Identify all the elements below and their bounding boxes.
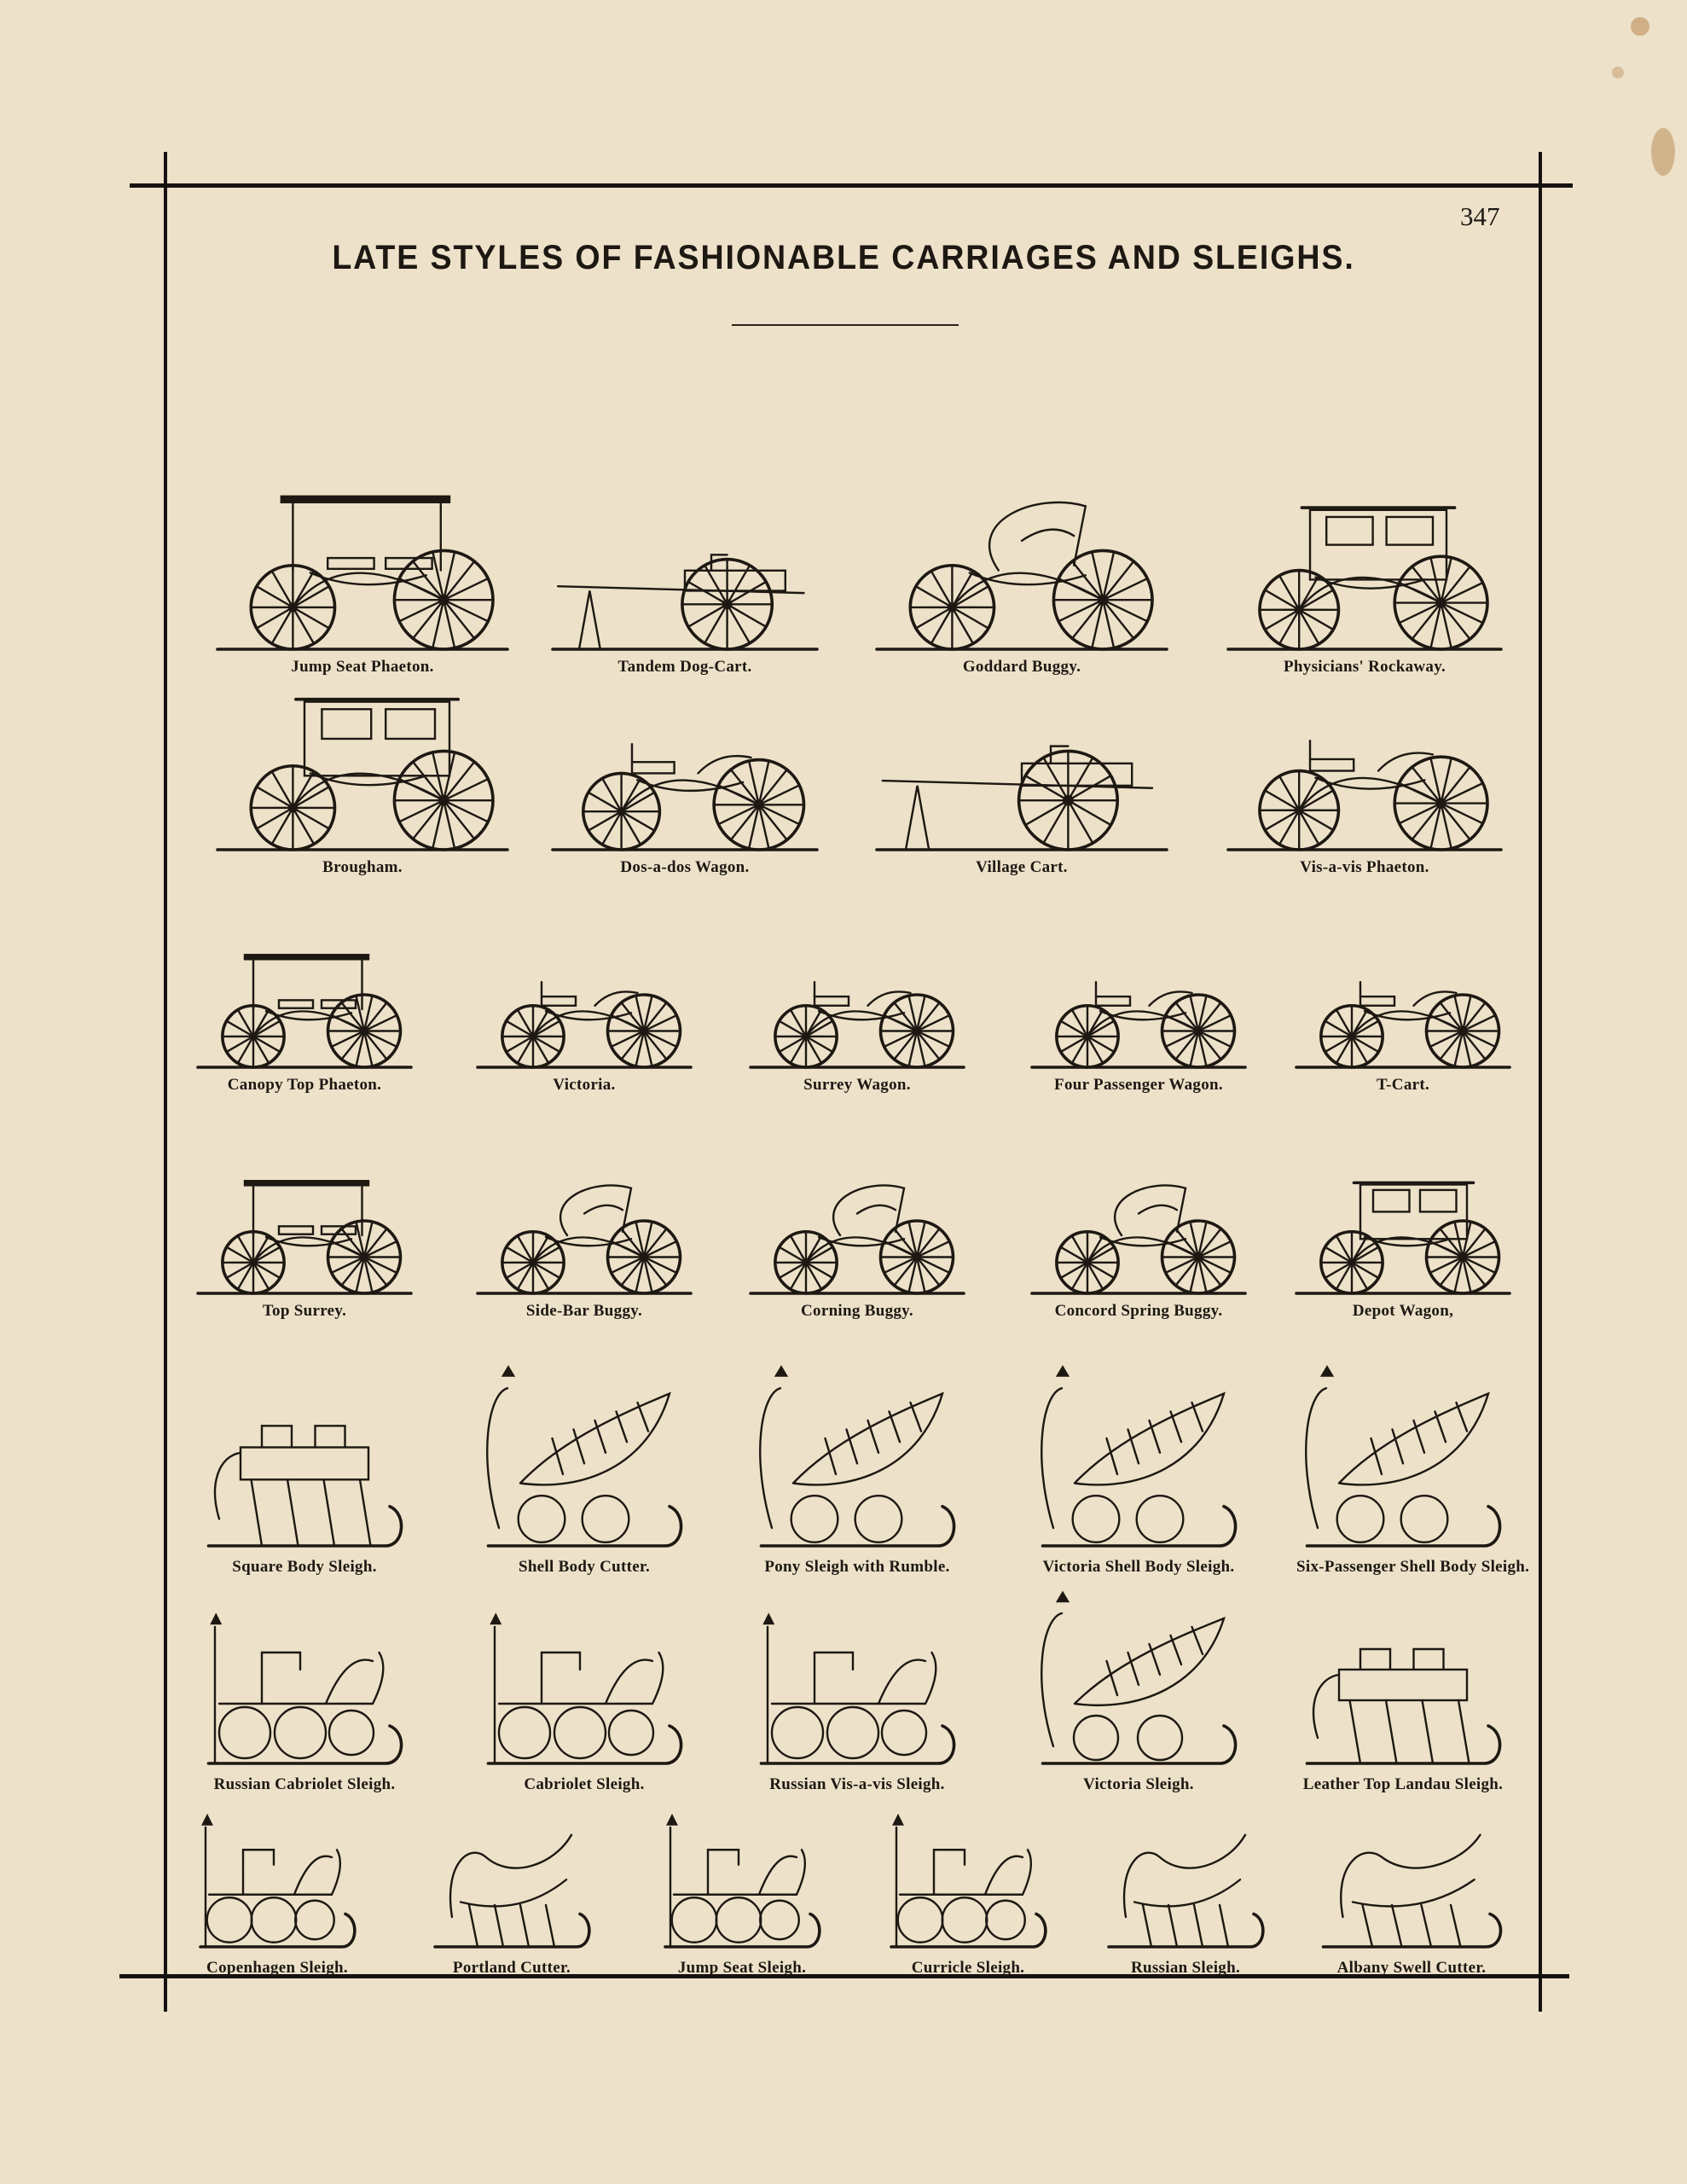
item-caption: Dos-a-dos Wagon. — [620, 858, 750, 876]
page-title: LATE STYLES OF FASHIONABLE CARRIAGES AND SLEIGHS. — [332, 239, 1355, 276]
catalog-entry — [657, 1804, 827, 1983]
copenhagen-sleigh-illustration — [192, 1804, 362, 1954]
stain-mark — [1651, 128, 1675, 176]
dos-a-dos-wagon-illustration — [553, 674, 817, 853]
item-caption: Russian Cabriolet Sleigh. — [213, 1775, 396, 1793]
catalog-entry — [1032, 892, 1245, 1100]
catalog-entry — [877, 674, 1167, 882]
item-caption: Side-Bar Buggy. — [525, 1302, 643, 1320]
item-caption: Shell Body Cutter. — [518, 1558, 651, 1576]
stain-mark — [1612, 67, 1624, 78]
item-caption: Portland Cutter. — [452, 1959, 571, 1977]
item-caption: Cabriolet Sleigh. — [524, 1775, 645, 1793]
item-caption: Village Cart. — [976, 858, 1068, 876]
catalog-entry — [198, 1600, 411, 1799]
catalog-entry — [198, 892, 411, 1100]
brougham-illustration — [217, 674, 507, 853]
six-passenger-sleigh-illustration — [1296, 1374, 1510, 1553]
title-underline — [732, 324, 959, 326]
item-caption: Physicians' Rockaway. — [1284, 658, 1446, 676]
item-caption: Victoria Shell Body Sleigh. — [1042, 1558, 1235, 1576]
catalog-entry — [192, 1804, 362, 1983]
square-body-sleigh-illustration — [198, 1374, 411, 1553]
item-caption: Jump Seat Sleigh. — [677, 1959, 807, 1977]
item-caption: Jump Seat Phaeton. — [291, 658, 434, 676]
vis-a-vis-phaeton-illustration — [1228, 674, 1501, 853]
catalog-entry — [217, 674, 507, 882]
item-caption: Brougham. — [322, 858, 403, 876]
four-passenger-wagon-illustration — [1032, 892, 1245, 1071]
shell-body-cutter-illustration — [478, 1374, 691, 1553]
catalog-entry — [1296, 892, 1510, 1100]
catalog-entry — [217, 363, 507, 682]
depot-wagon-illustration — [1296, 1109, 1510, 1297]
frame-top-rule — [130, 183, 1573, 188]
russian-sleigh-illustration — [1100, 1804, 1271, 1954]
russian-vis-a-vis-sleigh-illustration — [751, 1600, 964, 1770]
item-caption: Vis-a-vis Phaeton. — [1300, 858, 1429, 876]
item-caption: Copenhagen Sleigh. — [206, 1959, 348, 1977]
albany-swell-cutter-illustration — [1313, 1804, 1510, 1954]
canopy-top-phaeton-illustration — [198, 892, 411, 1071]
item-caption: Depot Wagon, — [1352, 1302, 1454, 1320]
item-caption: Surrey Wagon. — [803, 1076, 911, 1094]
village-cart-illustration — [877, 674, 1167, 853]
item-caption: Six-Passenger Shell Body Sleigh. — [1296, 1558, 1530, 1576]
catalog-entry — [751, 1109, 964, 1326]
catalog-entry — [478, 1109, 691, 1326]
item-caption: Square Body Sleigh. — [232, 1558, 377, 1576]
catalog-entry — [1296, 1374, 1530, 1582]
catalog-entry — [1032, 1600, 1245, 1799]
catalog-entry — [877, 363, 1167, 682]
item-caption: Canopy Top Phaeton. — [227, 1076, 382, 1094]
victoria-illustration — [478, 892, 691, 1071]
pony-sleigh-illustration — [751, 1374, 964, 1553]
catalog-entry — [883, 1804, 1053, 1983]
item-caption: Pony Sleigh with Rumble. — [764, 1558, 950, 1576]
jump-seat-sleigh-illustration — [657, 1804, 827, 1954]
item-caption: Concord Spring Buggy. — [1054, 1302, 1223, 1320]
item-caption: Russian Sleigh. — [1130, 1959, 1241, 1977]
catalog-entry — [751, 1374, 964, 1582]
landau-sleigh-illustration — [1296, 1600, 1510, 1770]
item-caption: Tandem Dog-Cart. — [617, 658, 752, 676]
russian-cabriolet-sleigh-illustration — [198, 1600, 411, 1770]
surrey-wagon-illustration — [751, 892, 964, 1071]
item-caption: Victoria Sleigh. — [1083, 1775, 1194, 1793]
cabriolet-sleigh-illustration — [478, 1600, 691, 1770]
side-bar-buggy-illustration — [478, 1109, 691, 1297]
item-caption: Leather Top Landau Sleigh. — [1302, 1775, 1504, 1793]
item-caption: T-Cart. — [1376, 1076, 1430, 1094]
curricle-sleigh-illustration — [883, 1804, 1053, 1954]
catalog-entry — [553, 363, 817, 682]
concord-spring-buggy-illustration — [1032, 1109, 1245, 1297]
victoria-shell-body-sleigh-illustration — [1032, 1374, 1245, 1553]
frame-right-rule — [1539, 152, 1542, 2012]
corning-buggy-illustration — [751, 1109, 964, 1297]
catalog-entry — [1228, 674, 1501, 882]
item-caption: Corning Buggy. — [801, 1302, 913, 1320]
item-caption: Curricle Sleigh. — [911, 1959, 1025, 1977]
catalog-entry — [1032, 1374, 1245, 1582]
catalog-entry — [478, 1374, 691, 1582]
stain-mark — [1631, 17, 1649, 36]
jump-seat-phaeton-illustration — [217, 363, 507, 653]
catalog-entry — [1100, 1804, 1271, 1983]
catalog-entry — [478, 1600, 691, 1799]
catalog-entry — [1228, 363, 1501, 682]
catalog-entry — [751, 1600, 964, 1799]
goddard-buggy-illustration — [877, 363, 1167, 653]
catalog-entry — [198, 1374, 411, 1582]
catalog-entry — [198, 1109, 411, 1326]
t-cart-illustration — [1296, 892, 1510, 1071]
item-caption: Albany Swell Cutter. — [1336, 1959, 1487, 1977]
item-caption: Top Surrey. — [262, 1302, 347, 1320]
catalog-entry — [478, 892, 691, 1100]
catalog-entry — [426, 1804, 597, 1983]
catalog-entry — [1313, 1804, 1510, 1983]
item-caption: Victoria. — [553, 1076, 616, 1094]
catalog-entry — [1296, 1600, 1510, 1799]
portland-cutter-illustration — [426, 1804, 597, 1954]
frame-left-rule — [164, 152, 167, 2012]
victoria-sleigh-illustration — [1032, 1600, 1245, 1770]
catalog-entry — [553, 674, 817, 882]
tandem-dog-cart-illustration — [553, 363, 817, 653]
physicians-rockaway-illustration — [1228, 363, 1501, 653]
catalog-entry — [1296, 1109, 1510, 1326]
top-surrey-illustration — [198, 1109, 411, 1297]
catalog-entry — [751, 892, 964, 1100]
item-caption: Goddard Buggy. — [962, 658, 1081, 676]
item-caption: Russian Vis-a-vis Sleigh. — [769, 1775, 945, 1793]
item-caption: Four Passenger Wagon. — [1054, 1076, 1223, 1094]
page-number: 347 — [1460, 201, 1500, 231]
catalog-entry — [1032, 1109, 1245, 1326]
